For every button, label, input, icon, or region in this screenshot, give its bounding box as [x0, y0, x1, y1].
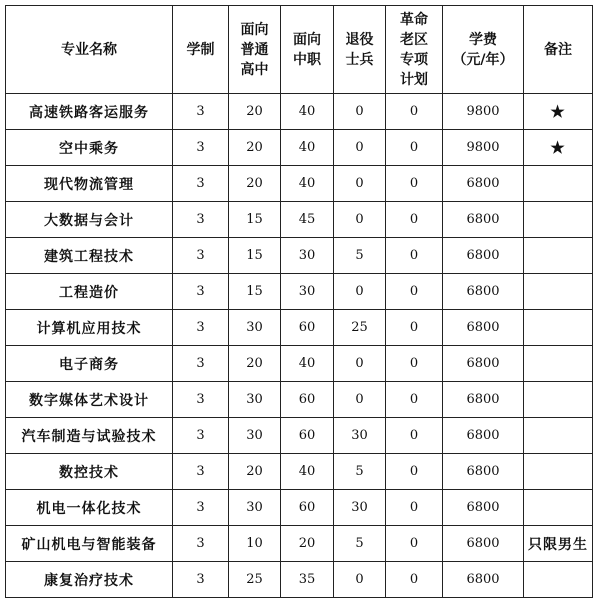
cell-tuition: 6800 — [443, 454, 524, 490]
cell-veteran-quota: 0 — [334, 274, 386, 310]
cell-duration: 3 — [173, 382, 229, 418]
cell-veteran-quota: 5 — [334, 526, 386, 562]
cell-remarks — [524, 562, 593, 598]
cell-major-name: 现代物流管理 — [6, 166, 173, 202]
cell-revolutionary-area-quota: 0 — [386, 166, 443, 202]
cell-revolutionary-area-quota: 0 — [386, 202, 443, 238]
cell-vocational-quota: 30 — [281, 238, 334, 274]
cell-high-school-quota: 15 — [229, 202, 281, 238]
cell-remarks: ★ — [524, 94, 593, 130]
cell-revolutionary-area-quota: 0 — [386, 346, 443, 382]
cell-major-name: 建筑工程技术 — [6, 238, 173, 274]
cell-tuition: 6800 — [443, 562, 524, 598]
cell-vocational-quota: 60 — [281, 490, 334, 526]
cell-vocational-quota: 40 — [281, 454, 334, 490]
cell-remarks — [524, 238, 593, 274]
cell-tuition: 6800 — [443, 310, 524, 346]
cell-revolutionary-area-quota: 0 — [386, 526, 443, 562]
cell-remarks — [524, 202, 593, 238]
table-row — [6, 202, 593, 238]
enrollment-plan-table-wrapper — [5, 5, 593, 598]
cell-revolutionary-area-quota: 0 — [386, 310, 443, 346]
cell-major-name: 矿山机电与智能装备 — [6, 526, 173, 562]
table-row — [6, 130, 593, 166]
cell-duration: 3 — [173, 166, 229, 202]
cell-remarks: ★ — [524, 130, 593, 166]
cell-vocational-quota: 40 — [281, 130, 334, 166]
cell-remarks — [524, 490, 593, 526]
cell-duration: 3 — [173, 310, 229, 346]
header-vocational-quota: 面向 中职 — [281, 6, 334, 94]
cell-high-school-quota: 20 — [229, 166, 281, 202]
cell-duration: 3 — [173, 490, 229, 526]
cell-duration: 3 — [173, 562, 229, 598]
cell-revolutionary-area-quota: 0 — [386, 490, 443, 526]
cell-tuition: 6800 — [443, 382, 524, 418]
header-veteran-quota: 退役 士兵 — [334, 6, 386, 94]
cell-major-name: 数控技术 — [6, 454, 173, 490]
table-row — [6, 94, 593, 130]
table-row — [6, 310, 593, 346]
table-row — [6, 274, 593, 310]
cell-high-school-quota: 10 — [229, 526, 281, 562]
cell-major-name: 汽车制造与试验技术 — [6, 418, 173, 454]
cell-vocational-quota: 40 — [281, 166, 334, 202]
header-major-name: 专业名称 — [6, 6, 173, 94]
header-duration: 学制 — [173, 6, 229, 94]
header-revolutionary-area-quota: 革命 老区 专项 计划 — [386, 6, 443, 94]
cell-duration: 3 — [173, 346, 229, 382]
table-row — [6, 382, 593, 418]
cell-revolutionary-area-quota: 0 — [386, 94, 443, 130]
cell-vocational-quota: 45 — [281, 202, 334, 238]
header-high-school-quota: 面向 普通 高中 — [229, 6, 281, 94]
cell-vocational-quota: 40 — [281, 94, 334, 130]
table-row — [6, 562, 593, 598]
cell-revolutionary-area-quota: 0 — [386, 562, 443, 598]
cell-remarks — [524, 166, 593, 202]
table-row — [6, 238, 593, 274]
cell-high-school-quota: 30 — [229, 418, 281, 454]
cell-high-school-quota: 15 — [229, 238, 281, 274]
cell-high-school-quota: 30 — [229, 310, 281, 346]
header-row — [6, 6, 593, 94]
cell-veteran-quota: 0 — [334, 130, 386, 166]
cell-tuition: 6800 — [443, 202, 524, 238]
cell-major-name: 高速铁路客运服务 — [6, 94, 173, 130]
table-row — [6, 346, 593, 382]
cell-vocational-quota: 60 — [281, 310, 334, 346]
cell-tuition: 6800 — [443, 418, 524, 454]
table-row — [6, 454, 593, 490]
cell-revolutionary-area-quota: 0 — [386, 382, 443, 418]
cell-major-name: 康复治疗技术 — [6, 562, 173, 598]
cell-remarks — [524, 346, 593, 382]
cell-revolutionary-area-quota: 0 — [386, 238, 443, 274]
header-tuition: 学费 （元/年） — [443, 6, 524, 94]
cell-revolutionary-area-quota: 0 — [386, 418, 443, 454]
cell-duration: 3 — [173, 274, 229, 310]
table-row — [6, 526, 593, 562]
cell-veteran-quota: 25 — [334, 310, 386, 346]
cell-veteran-quota: 30 — [334, 490, 386, 526]
enrollment-plan-table — [5, 5, 593, 598]
cell-veteran-quota: 0 — [334, 382, 386, 418]
cell-remarks — [524, 382, 593, 418]
cell-high-school-quota: 20 — [229, 454, 281, 490]
cell-major-name: 空中乘务 — [6, 130, 173, 166]
header-remarks: 备注 — [524, 6, 593, 94]
table-row — [6, 166, 593, 202]
table-row — [6, 490, 593, 526]
cell-high-school-quota: 30 — [229, 490, 281, 526]
cell-veteran-quota: 5 — [334, 238, 386, 274]
cell-duration: 3 — [173, 202, 229, 238]
cell-major-name: 机电一体化技术 — [6, 490, 173, 526]
cell-revolutionary-area-quota: 0 — [386, 454, 443, 490]
cell-remarks — [524, 454, 593, 490]
cell-duration: 3 — [173, 130, 229, 166]
cell-high-school-quota: 20 — [229, 346, 281, 382]
cell-vocational-quota: 40 — [281, 346, 334, 382]
cell-revolutionary-area-quota: 0 — [386, 274, 443, 310]
cell-veteran-quota: 0 — [334, 562, 386, 598]
cell-high-school-quota: 25 — [229, 562, 281, 598]
table-body — [6, 94, 593, 598]
cell-vocational-quota: 35 — [281, 562, 334, 598]
cell-veteran-quota: 0 — [334, 94, 386, 130]
cell-high-school-quota: 20 — [229, 130, 281, 166]
table-row — [6, 418, 593, 454]
cell-high-school-quota: 15 — [229, 274, 281, 310]
cell-major-name: 大数据与会计 — [6, 202, 173, 238]
cell-tuition: 6800 — [443, 346, 524, 382]
cell-high-school-quota: 20 — [229, 94, 281, 130]
cell-veteran-quota: 30 — [334, 418, 386, 454]
cell-revolutionary-area-quota: 0 — [386, 130, 443, 166]
cell-major-name: 数字媒体艺术设计 — [6, 382, 173, 418]
cell-duration: 3 — [173, 526, 229, 562]
cell-veteran-quota: 0 — [334, 346, 386, 382]
cell-vocational-quota: 20 — [281, 526, 334, 562]
cell-tuition: 6800 — [443, 166, 524, 202]
cell-vocational-quota: 60 — [281, 418, 334, 454]
cell-veteran-quota: 0 — [334, 166, 386, 202]
cell-high-school-quota: 30 — [229, 382, 281, 418]
cell-remarks — [524, 418, 593, 454]
cell-veteran-quota: 5 — [334, 454, 386, 490]
cell-remarks: 只限男生 — [524, 526, 593, 562]
cell-remarks — [524, 274, 593, 310]
cell-veteran-quota: 0 — [334, 202, 386, 238]
cell-duration: 3 — [173, 238, 229, 274]
cell-tuition: 9800 — [443, 94, 524, 130]
cell-major-name: 计算机应用技术 — [6, 310, 173, 346]
cell-duration: 3 — [173, 454, 229, 490]
cell-vocational-quota: 60 — [281, 382, 334, 418]
cell-major-name: 电子商务 — [6, 346, 173, 382]
cell-vocational-quota: 30 — [281, 274, 334, 310]
cell-duration: 3 — [173, 94, 229, 130]
cell-tuition: 6800 — [443, 274, 524, 310]
cell-tuition: 6800 — [443, 490, 524, 526]
cell-major-name: 工程造价 — [6, 274, 173, 310]
cell-tuition: 9800 — [443, 130, 524, 166]
cell-tuition: 6800 — [443, 238, 524, 274]
cell-remarks — [524, 310, 593, 346]
cell-tuition: 6800 — [443, 526, 524, 562]
cell-duration: 3 — [173, 418, 229, 454]
